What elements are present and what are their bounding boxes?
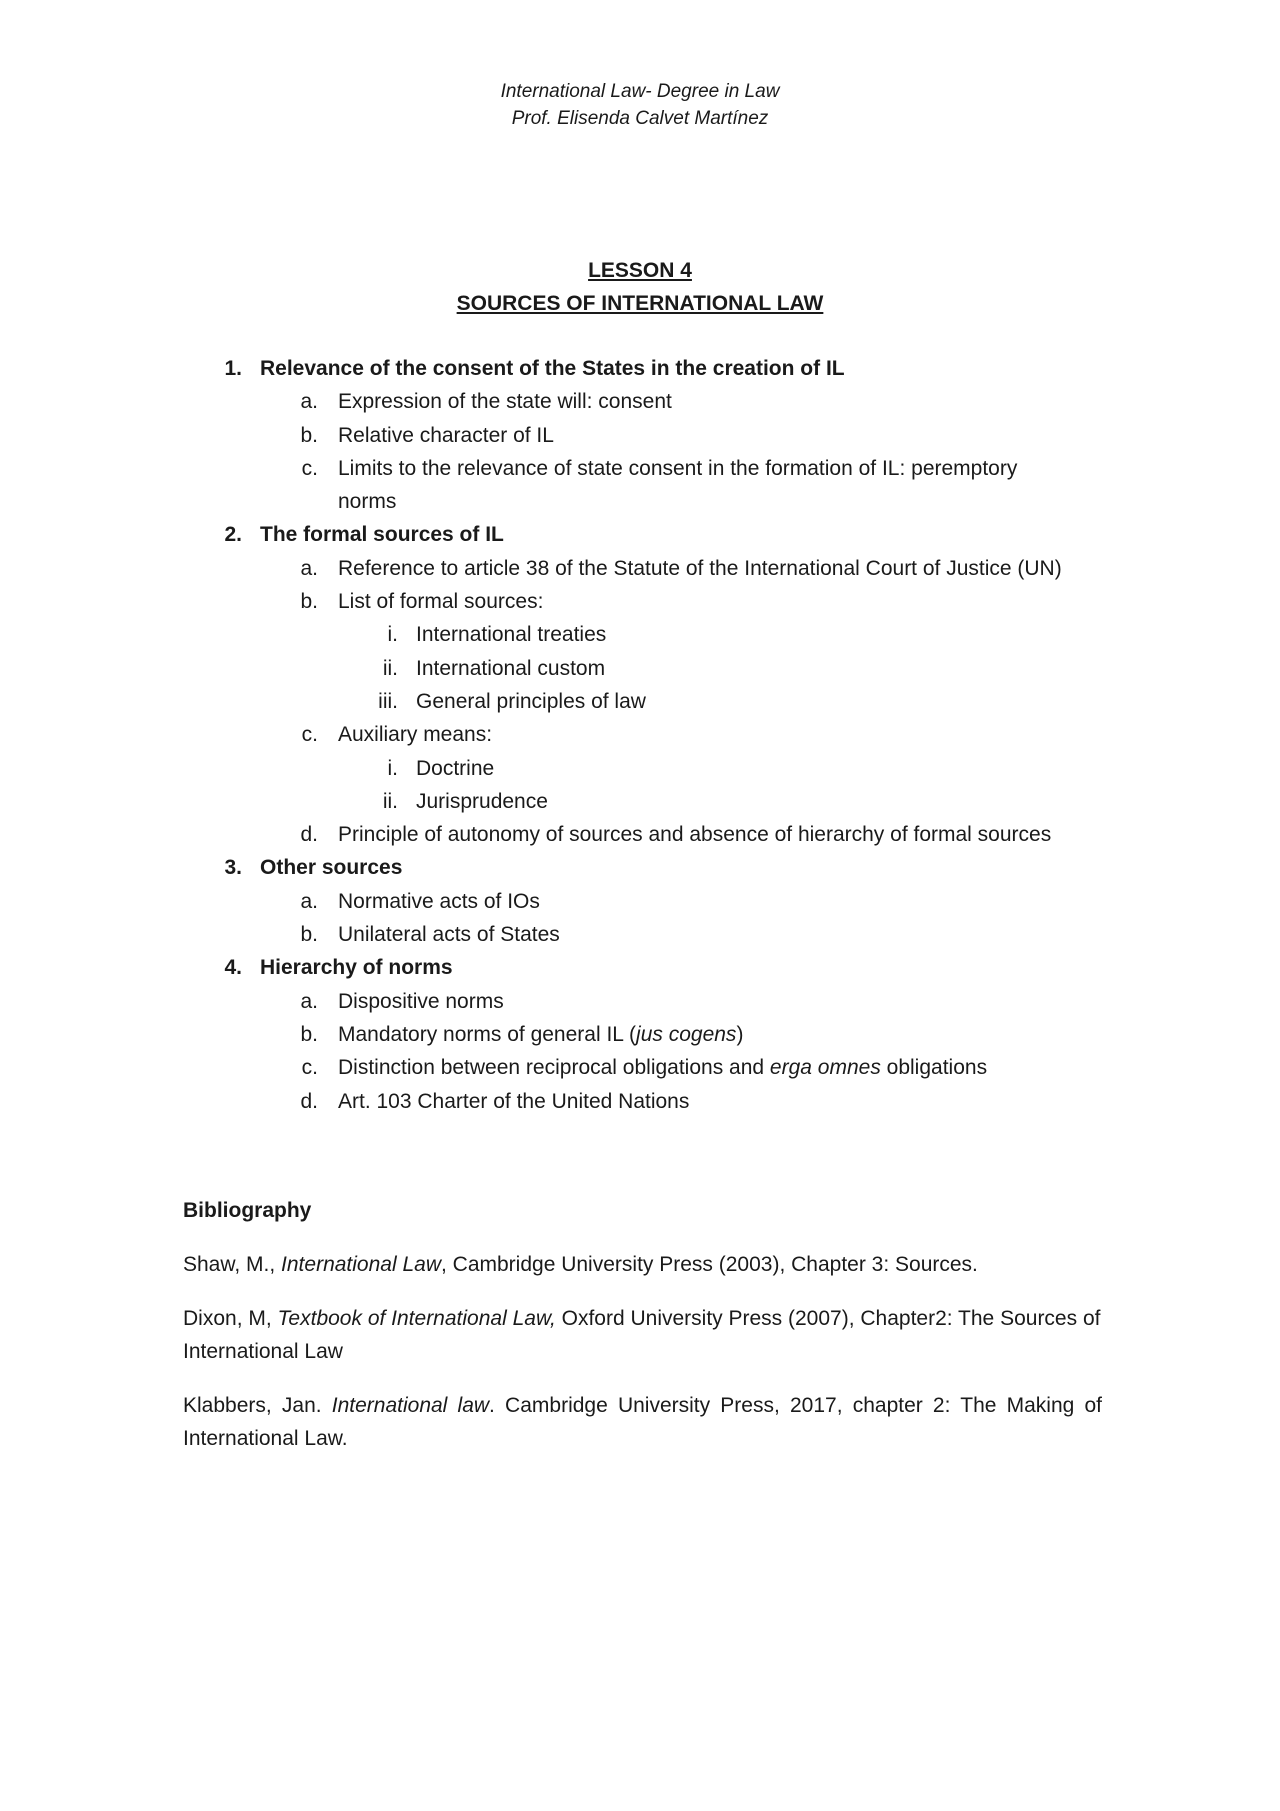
subitem-text: General principles of law <box>416 689 646 713</box>
outline-section <box>0 951 1280 984</box>
outline-item <box>0 1018 1280 1051</box>
ref-book-title: International law <box>331 1394 490 1417</box>
outline-item <box>0 885 1280 918</box>
item-letter: a. <box>300 556 318 580</box>
section-number: 3. <box>224 856 242 880</box>
lesson-title: LESSON 4 <box>588 259 692 282</box>
item-text-part: obligations <box>880 1056 988 1080</box>
subitem-numeral: i. <box>387 623 398 647</box>
item-text <box>338 1018 743 1051</box>
ref-author: Shaw, M., <box>183 1253 282 1276</box>
outline-subitem <box>0 618 1280 651</box>
item-text: Expression of the state will: consent <box>338 390 672 414</box>
item-text: Auxiliary means: <box>338 723 493 747</box>
outline-subitem <box>0 652 1280 685</box>
item-letter: b. <box>300 923 318 947</box>
outline-item-continuation <box>0 485 1280 518</box>
outline-item <box>0 385 1280 418</box>
outline-subitem <box>0 785 1280 818</box>
item-letter: b. <box>300 423 318 447</box>
outline-item <box>0 718 1280 751</box>
lesson-subtitle: SOURCES OF INTERNATIONAL LAW <box>456 292 824 315</box>
outline-item <box>0 818 1280 851</box>
item-letter: c. <box>301 456 318 480</box>
item-text: List of formal sources: <box>338 590 544 614</box>
item-text: Principle of autonomy of sources and absence of hierarchy of formal sources <box>338 823 1052 847</box>
item-text: Dispositive norms <box>338 989 504 1013</box>
item-letter: b. <box>300 1022 318 1046</box>
item-letter: a. <box>300 390 318 414</box>
ref-details: Oxford University Press (2007), Chapter2: The Sources of International Law <box>183 1307 1101 1363</box>
item-letter: c. <box>301 723 318 747</box>
outline-item <box>0 1085 1280 1118</box>
lesson-titles <box>0 254 1280 320</box>
outline-item <box>0 918 1280 951</box>
bibliography-entry <box>183 1389 1102 1455</box>
item-text: Relative character of IL <box>338 423 554 447</box>
section-title: Relevance of the consent of the States in the creation of IL <box>260 357 845 380</box>
subitem-text: International treaties <box>416 623 607 647</box>
section-title: Other sources <box>260 856 403 880</box>
outline-item <box>0 452 1280 485</box>
lesson-outline <box>0 352 1280 1118</box>
outline-item <box>0 585 1280 618</box>
item-text: Limits to the relevance of state consent in the formation of IL: peremptory <box>338 456 1018 480</box>
bibliography-section <box>183 1194 1102 1476</box>
course-title: International Law- Degree in Law <box>500 81 780 102</box>
item-letter: b. <box>300 590 318 614</box>
item-text <box>338 1051 987 1084</box>
outline-subitem <box>0 685 1280 718</box>
ref-details: . Cambridge University Press, 2017, chapter 2: The Making of International Law. <box>183 1394 1102 1450</box>
item-text: Reference to article 38 of the Statute of the International Court of Justice (UN) <box>338 556 1062 580</box>
section-number: 4. <box>224 956 242 980</box>
outline-subitem <box>0 752 1280 785</box>
section-number: 2. <box>224 523 242 547</box>
ref-author: Klabbers, Jan. <box>183 1394 332 1417</box>
outline-item <box>0 419 1280 452</box>
item-letter: c. <box>301 1056 318 1080</box>
ref-book-title: International Law <box>281 1253 441 1276</box>
page-header <box>0 78 1280 132</box>
subitem-numeral: ii. <box>382 656 398 680</box>
section-title: The formal sources of IL <box>260 523 504 547</box>
subitem-text: International custom <box>416 656 606 680</box>
bibliography-entry <box>183 1248 1102 1281</box>
ref-book-title: Textbook of International Law, <box>277 1307 556 1330</box>
outline-item <box>0 1051 1280 1084</box>
bibliography-heading: Bibliography <box>183 1199 312 1222</box>
ref-details: , Cambridge University Press (2003), Chapter 3: Sources. <box>441 1253 978 1276</box>
section-title: Hierarchy of norms <box>260 956 453 980</box>
item-text-part: Distinction between reciprocal obligations and <box>338 1056 770 1080</box>
subitem-numeral: iii. <box>378 689 398 713</box>
subitem-numeral: ii. <box>382 789 398 813</box>
latin-term: jus cogens <box>636 1022 737 1046</box>
outline-item <box>0 552 1280 585</box>
item-text: Art. 103 Charter of the United Nations <box>338 1089 690 1113</box>
subitem-numeral: i. <box>387 756 398 780</box>
ref-author: Dixon, M, <box>183 1307 278 1330</box>
subitem-text: Jurisprudence <box>416 789 548 813</box>
item-letter: d. <box>300 1089 318 1113</box>
bibliography-entry <box>183 1302 1102 1368</box>
outline-item <box>0 985 1280 1018</box>
item-text-part: ) <box>736 1022 744 1046</box>
outline-section <box>0 518 1280 551</box>
outline-section <box>0 851 1280 884</box>
item-letter: a. <box>300 989 318 1013</box>
item-text-continuation: norms <box>338 490 397 514</box>
latin-term: erga omnes <box>769 1056 881 1080</box>
subitem-text: Doctrine <box>416 756 495 780</box>
item-letter: d. <box>300 823 318 847</box>
section-number: 1. <box>224 357 242 380</box>
outline-section <box>0 352 1280 385</box>
item-text-part: Mandatory norms of general IL ( <box>338 1022 637 1046</box>
item-text: Normative acts of IOs <box>338 889 540 913</box>
item-letter: a. <box>300 889 318 913</box>
item-text: Unilateral acts of States <box>338 923 560 947</box>
professor-name: Prof. Elisenda Calvet Martínez <box>511 108 769 129</box>
